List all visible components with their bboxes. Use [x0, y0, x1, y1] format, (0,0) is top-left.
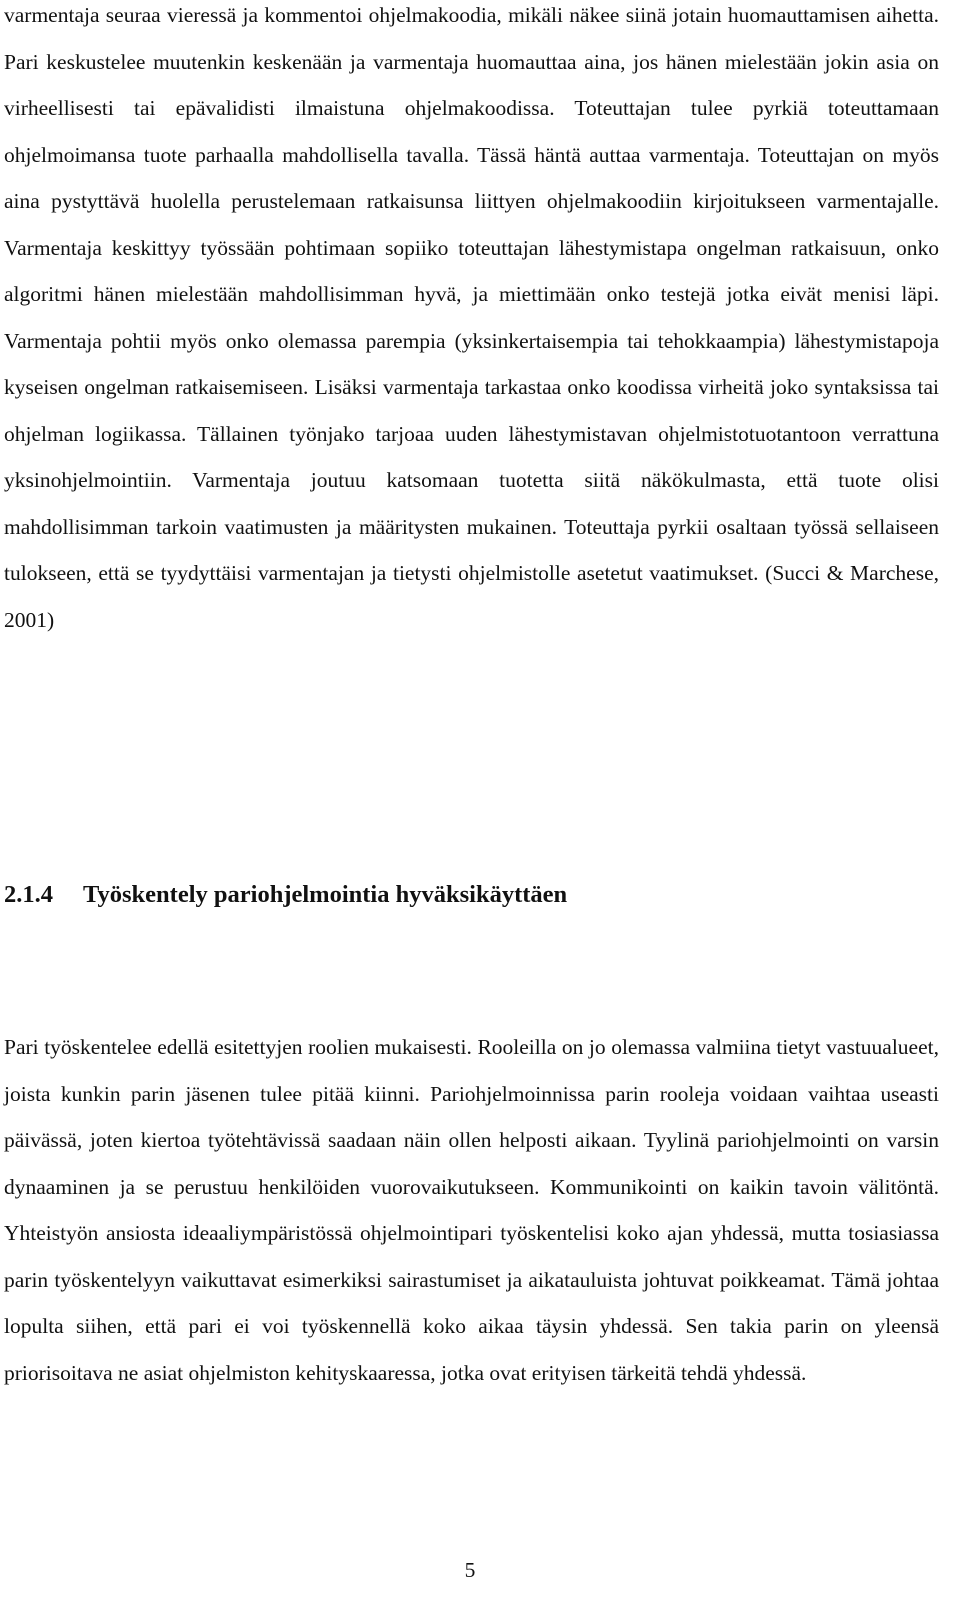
page-number: 5 [464, 1558, 476, 1582]
section-number: 2.1.4 [4, 881, 53, 908]
body-paragraph-1: varmentaja seuraa vieressä ja kommentoi ohjelmakoodia, mikäli näkee siinä jotain huomauttamisen aihetta. Pari keskustelee muutenkin keskenään ja varmentaja huomauttaa aina, jos hänen mielestään jokin asia on virheellisesti tai epävalidisti ilmaistuna ohjelmakoodissa. Toteuttajan tulee pyrkiä toteuttamaan ohjelmoimansa tuote parhaalla mahdollisella tavalla. Tässä häntä auttaa varmentaja. Toteuttajan on myös aina pystyttävä huolella perustelemaan ratkaisunsa liittyen ohjelmakoodiin kirjoitukseen varmentajalle. Varmentaja keskittyy työssään pohtimaan sopiiko toteuttajan lähestymistapa ongelman ratkaisuun, onko algoritmi hänen mielestään mahdollisimman hyvä, ja miettimään onko testejä jotka eivät menisi läpi. Varmentaja pohtii myös onko olemassa parempia (yksinkertaisempia tai tehokkaampia) lähestymistapoja kyseisen ongelman ratkaisemiseen. Lisäksi varmentaja tarkastaa onko koodissa virheitä joko syntaksissa tai ohjelman logiikassa. Tällainen työnjako tarjoaa uuden lähestymistavan ohjelmistotuotantoon verrattuna yksinohjelmointiin. Varmentaja joutuu katsomaan tuotetta siitä näkökulmasta, että tuote olisi mahdollisimman tarkoin vaatimusten ja määritysten mukainen. Toteuttaja pyrkii osaltaan työssä sellaiseen tulokseen, että se tyydyttäisi varmentajan ja tietysti ohjelmistolle asetetut vaatimukset. (Succi & Marchese, 2001) [4, 3, 939, 632]
section-heading [4, 872, 567, 918]
section-title: Työskentely pariohjelmointia hyväksikäyttäen [83, 881, 568, 908]
body-paragraph-2: Pari työskentelee edellä esitettyjen roolien mukaisesti. Rooleilla on jo olemassa valmiina tietyt vastuualueet, joista kunkin parin jäsenen tulee pitää kiinni. Pariohjelmoinnissa parin rooleja voidaan vaihtaa useasti päivässä, joten kiertoa työtehtävissä saadaan näin ollen helposti aikaan. Tyylinä pariohjelmointi on varsin dynaaminen ja se perustuu henkilöiden vuorovaikutukseen. Kommunikointi on kaikin tavoin välitöntä. Yhteistyön ansiosta ideaaliympäristössä ohjelmointipari työskentelisi koko ajan yhdessä, mutta tosiasiassa parin työskentelyyn vaikuttavat esimerkiksi sairastumiset ja aikatauluista johtuvat poikkeamat. Tämä johtaa lopulta siihen, että pari ei voi työskennellä koko aikaa täysin yhdessä. Sen takia parin on yleensä priorisoitava ne asiat ohjelmiston kehityskaaressa, jotka ovat erityisen tärkeitä tehdä yhdessä. [4, 1035, 939, 1385]
